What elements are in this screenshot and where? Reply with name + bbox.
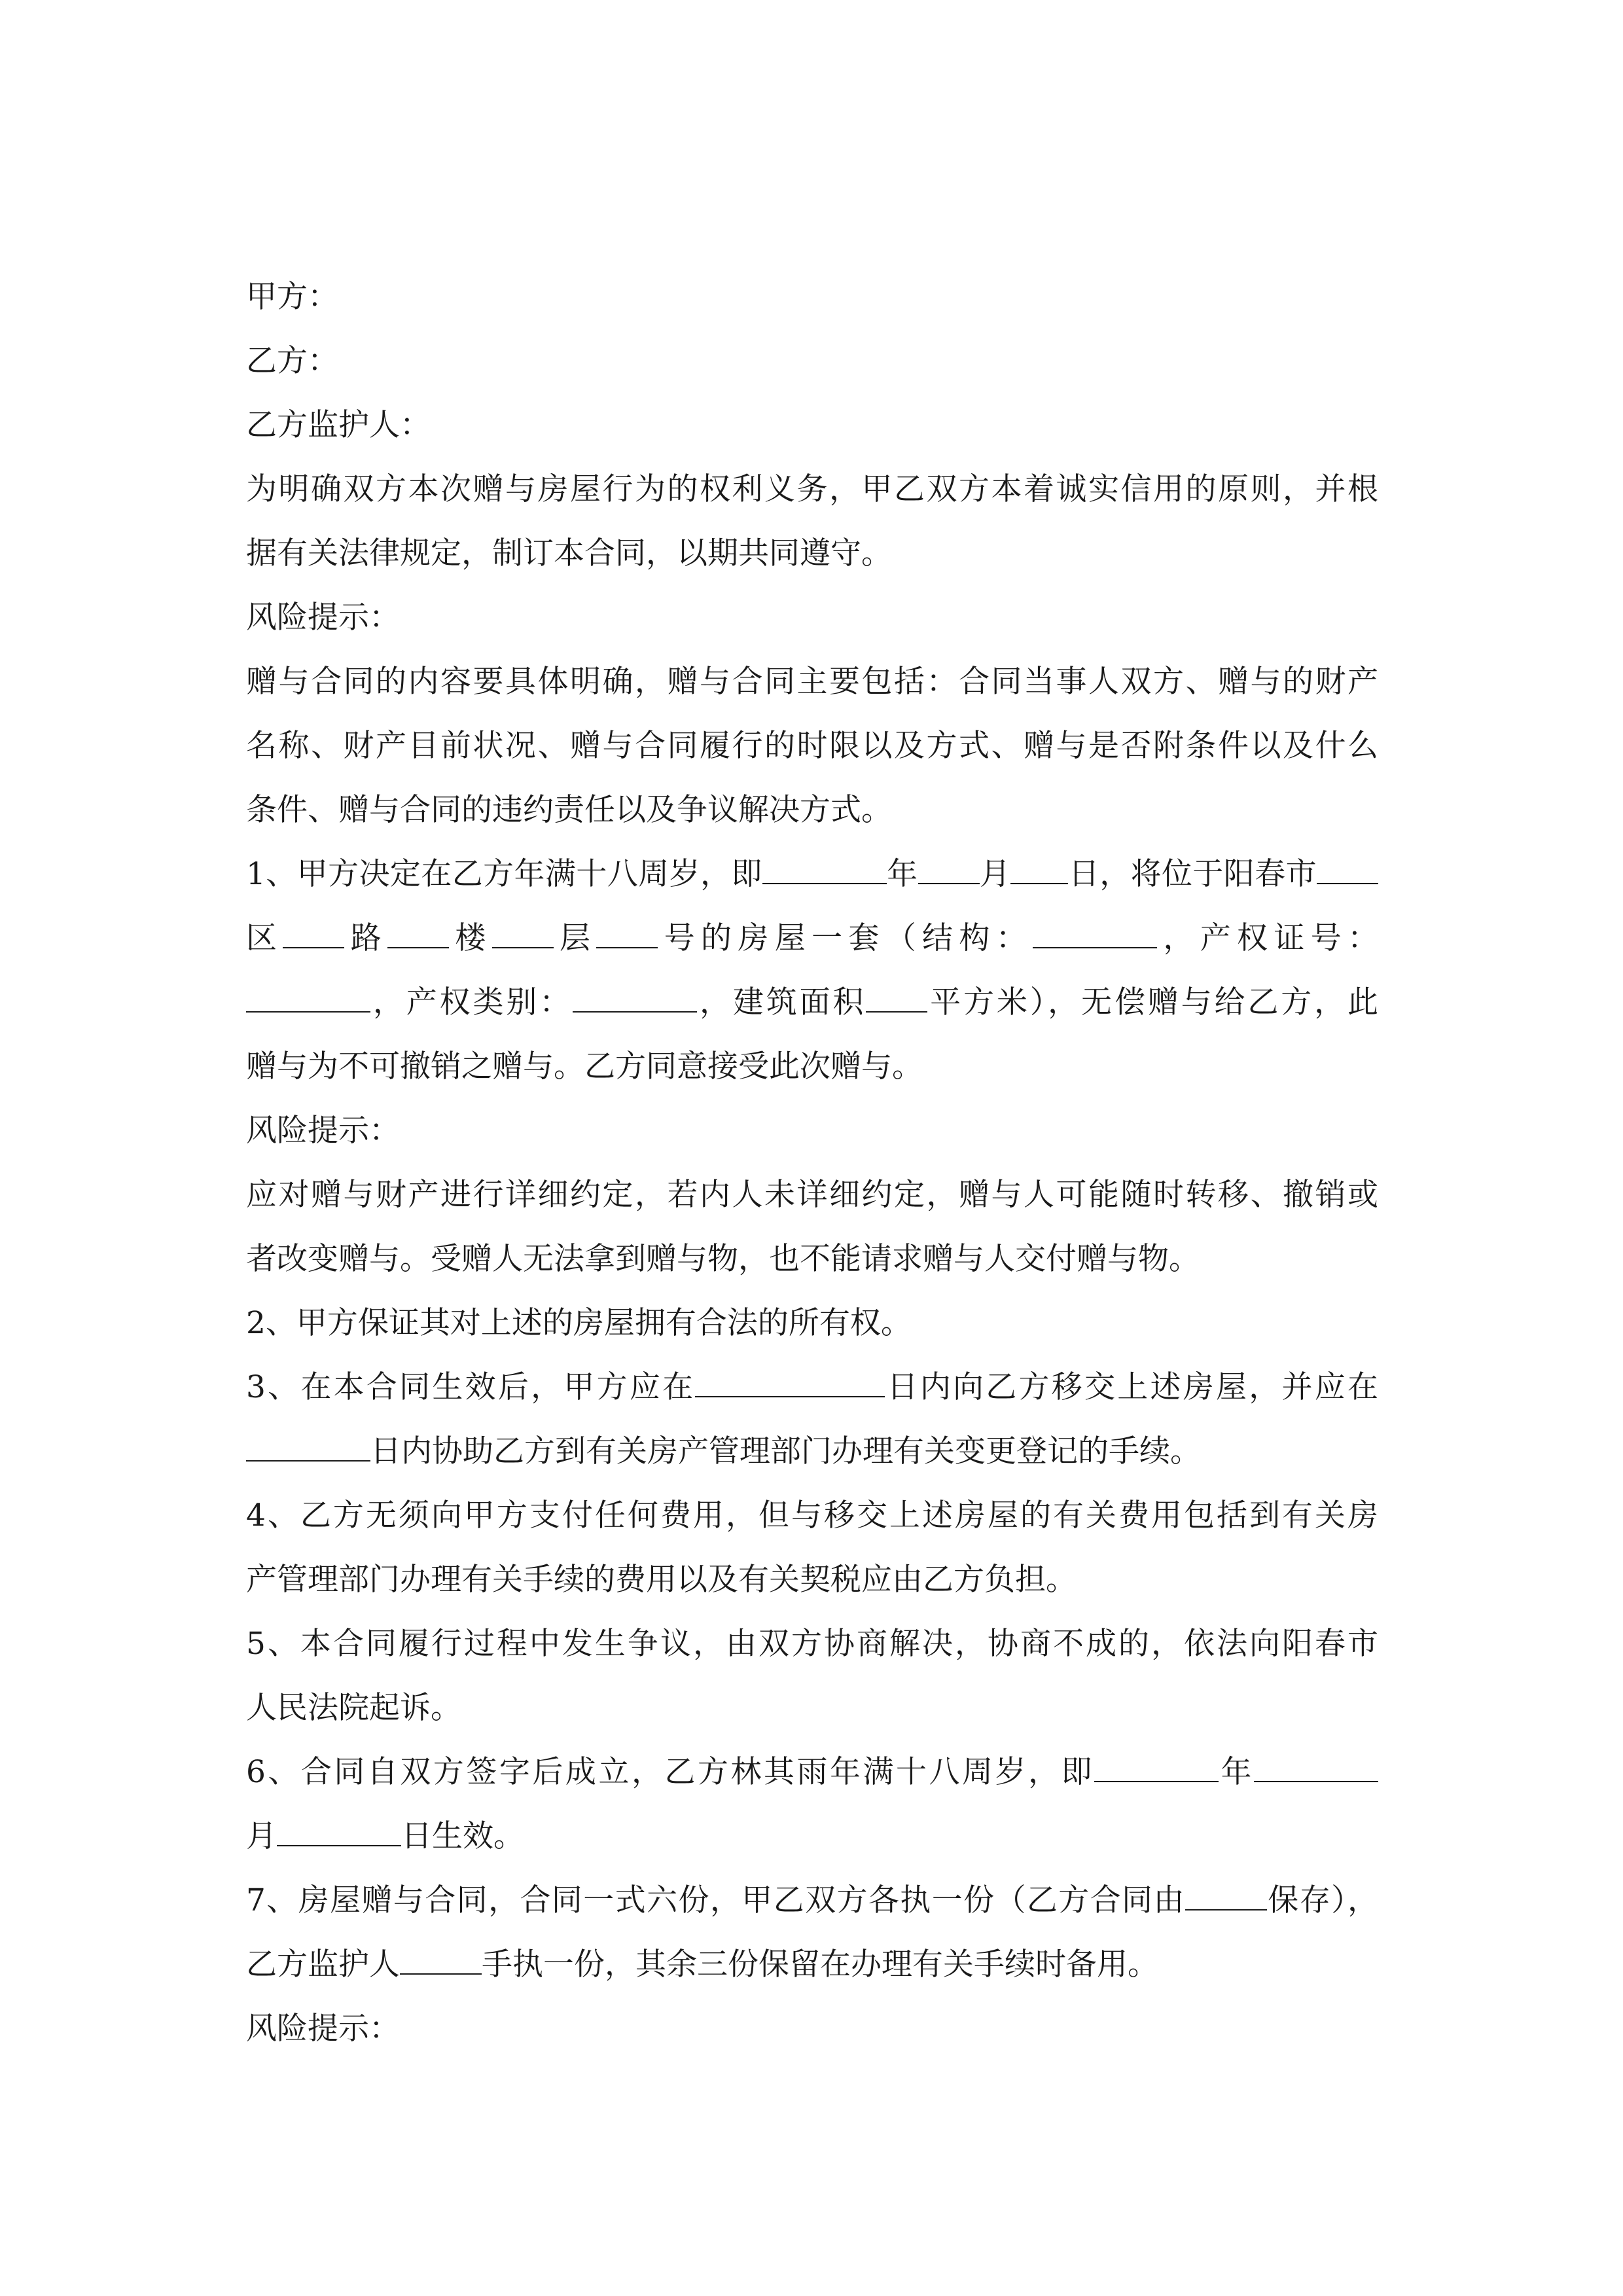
risk2-text-1: 应对赠与财产进行详细约定，若内人未详细约定，赠与人可能随时转移、撤销或	[246, 1177, 1378, 1213]
preamble-line-2	[246, 522, 1378, 586]
clause5-text-2: 人民法院起诉。	[246, 1690, 461, 1726]
risk-heading-3	[246, 1997, 1378, 2061]
blank-handover-days	[695, 1371, 885, 1397]
clause2-line	[246, 1291, 1378, 1355]
clause4-line-1	[246, 1484, 1378, 1548]
risk-heading-2-text: 风险提示：	[246, 1113, 400, 1149]
party-b-guardian-text: 乙方监护人：	[246, 407, 431, 443]
risk1-line-3	[246, 778, 1378, 842]
clause1-text-f: 路	[344, 920, 388, 956]
blank-property-type	[573, 986, 697, 1013]
clause5-line-1	[246, 1612, 1378, 1676]
blank-effective-year	[1094, 1756, 1219, 1782]
party-b-guardian-label	[246, 393, 1378, 457]
risk1-text-1: 赠与合同的内容要具体明确，赠与合同主要包括：合同当事人双方、赠与的财产	[246, 664, 1378, 700]
clause1-text-m: 平方米），无偿赠与给乙方，此	[927, 984, 1379, 1020]
blank-structure	[1033, 922, 1157, 948]
clause6-line-2	[246, 1804, 1378, 1869]
clause7-text-c: 乙方监护人	[246, 1946, 400, 1982]
risk-heading-1	[246, 586, 1378, 650]
blank-building	[492, 922, 554, 948]
risk2-line-1	[246, 1163, 1378, 1227]
clause1-text-l: ，建筑面积	[697, 984, 866, 1020]
clause3-line-2	[246, 1420, 1378, 1484]
clause1-text-k: ，产权类别：	[370, 984, 573, 1020]
blank-area	[866, 986, 927, 1013]
blank-registration-days	[246, 1435, 370, 1462]
clause6-text-a: 6、合同自双方签字后成立，乙方林其雨年满十八周岁，即	[246, 1754, 1094, 1790]
clause7-text-d: 手执一份，其余三份保留在办理有关手续时备用。	[482, 1946, 1158, 1982]
clause1-text-n: 赠与为不可撤销之赠与。乙方同意接受此次赠与。	[246, 1049, 923, 1085]
risk2-line-2	[246, 1227, 1378, 1291]
clause4-text-2: 产管理部门办理有关手续的费用以及有关契税应由乙方负担。	[246, 1562, 1077, 1598]
blank-district	[283, 922, 344, 948]
risk1-text-2: 名称、财产目前状况、赠与合同履行的时限以及方式、赠与是否附条件以及什么	[246, 728, 1378, 764]
party-b-label	[246, 329, 1378, 393]
blank-floor	[596, 922, 658, 948]
clause1-text-c: 月	[979, 856, 1011, 892]
risk1-line-1	[246, 650, 1378, 714]
clause6-text-b: 年	[1219, 1754, 1255, 1790]
party-a-text: 甲方：	[246, 279, 338, 315]
clause1-text-j: ，产权证号：	[1157, 920, 1379, 956]
clause7-line-2	[246, 1933, 1378, 1997]
clause1-line-1	[246, 842, 1378, 906]
blank-effective-month	[1254, 1756, 1378, 1782]
risk-heading-2	[246, 1099, 1378, 1163]
clause5-text-1: 5、本合同履行过程中发生争议，由双方协商解决，协商不成的，依法向阳春市	[246, 1626, 1378, 1662]
preamble-line-1	[246, 457, 1378, 522]
clause4-text-1: 4、乙方无须向甲方支付任何费用，但与移交上述房屋的有关费用包括到有关房	[246, 1498, 1378, 1534]
clause1-text-b: 年	[886, 856, 918, 892]
clause1-line-4	[246, 1035, 1378, 1099]
blank-keeper	[1185, 1884, 1267, 1910]
clause1-text-i: 号的房屋一套（结构：	[658, 920, 1033, 956]
clause3-text-c: 日内协助乙方到有关房产管理部门办理有关变更登记的手续。	[370, 1433, 1201, 1469]
clause3-text-b: 日内向乙方移交上述房屋，并应在	[885, 1369, 1378, 1405]
preamble-text-1: 为明确双方本次赠与房屋行为的权利义务，甲乙双方本着诚实信用的原则，并根	[246, 471, 1378, 507]
risk1-line-2	[246, 714, 1378, 778]
risk-heading-3-text: 风险提示：	[246, 2011, 400, 2047]
preamble-text-2: 据有关法律规定，制订本合同，以期共同遵守。	[246, 535, 892, 571]
blank-city-suffix	[1317, 858, 1378, 884]
clause6-line-1	[246, 1740, 1378, 1804]
contract-body	[246, 265, 1378, 2061]
clause3-line-1	[246, 1355, 1378, 1420]
clause2-text: 2、甲方保证其对上述的房屋拥有合法的所有权。	[246, 1305, 912, 1341]
clause1-text-a: 1、甲方决定在乙方年满十八周岁，即	[246, 856, 762, 892]
clause3-text-a: 3、在本合同生效后，甲方应在	[246, 1369, 696, 1405]
blank-year	[762, 858, 887, 884]
clause1-text-e: 区	[246, 920, 283, 956]
clause7-text-b: 保存），	[1266, 1882, 1379, 1918]
clause1-line-3	[246, 971, 1378, 1035]
clause6-text-d: 日生效。	[401, 1818, 524, 1854]
clause6-text-c: 月	[246, 1818, 277, 1854]
clause1-text-g: 楼	[449, 920, 492, 956]
clause7-line-1	[246, 1869, 1378, 1933]
blank-effective-day	[277, 1820, 401, 1846]
blank-day	[1010, 858, 1068, 884]
blank-guardian-name	[400, 1948, 482, 1975]
party-b-text: 乙方：	[246, 343, 338, 379]
party-a-label	[246, 265, 1378, 329]
risk1-text-3: 条件、赠与合同的违约责任以及争议解决方式。	[246, 792, 892, 828]
blank-road	[387, 922, 449, 948]
clause4-line-2	[246, 1548, 1378, 1612]
risk2-text-2: 者改变赠与。受赠人无法拿到赠与物，也不能请求赠与人交付赠与物。	[246, 1241, 1200, 1277]
clause1-text-d: 日，将位于阳春市	[1068, 856, 1317, 892]
clause1-text-h: 层	[553, 920, 597, 956]
clause7-text-a: 7、房屋赠与合同，合同一式六份，甲乙双方各执一份（乙方合同由	[246, 1882, 1185, 1918]
blank-certificate-no	[246, 986, 370, 1013]
clause1-line-2	[246, 906, 1378, 971]
risk-heading-1-text: 风险提示：	[246, 600, 400, 636]
blank-month	[918, 858, 980, 884]
clause5-line-2	[246, 1676, 1378, 1740]
